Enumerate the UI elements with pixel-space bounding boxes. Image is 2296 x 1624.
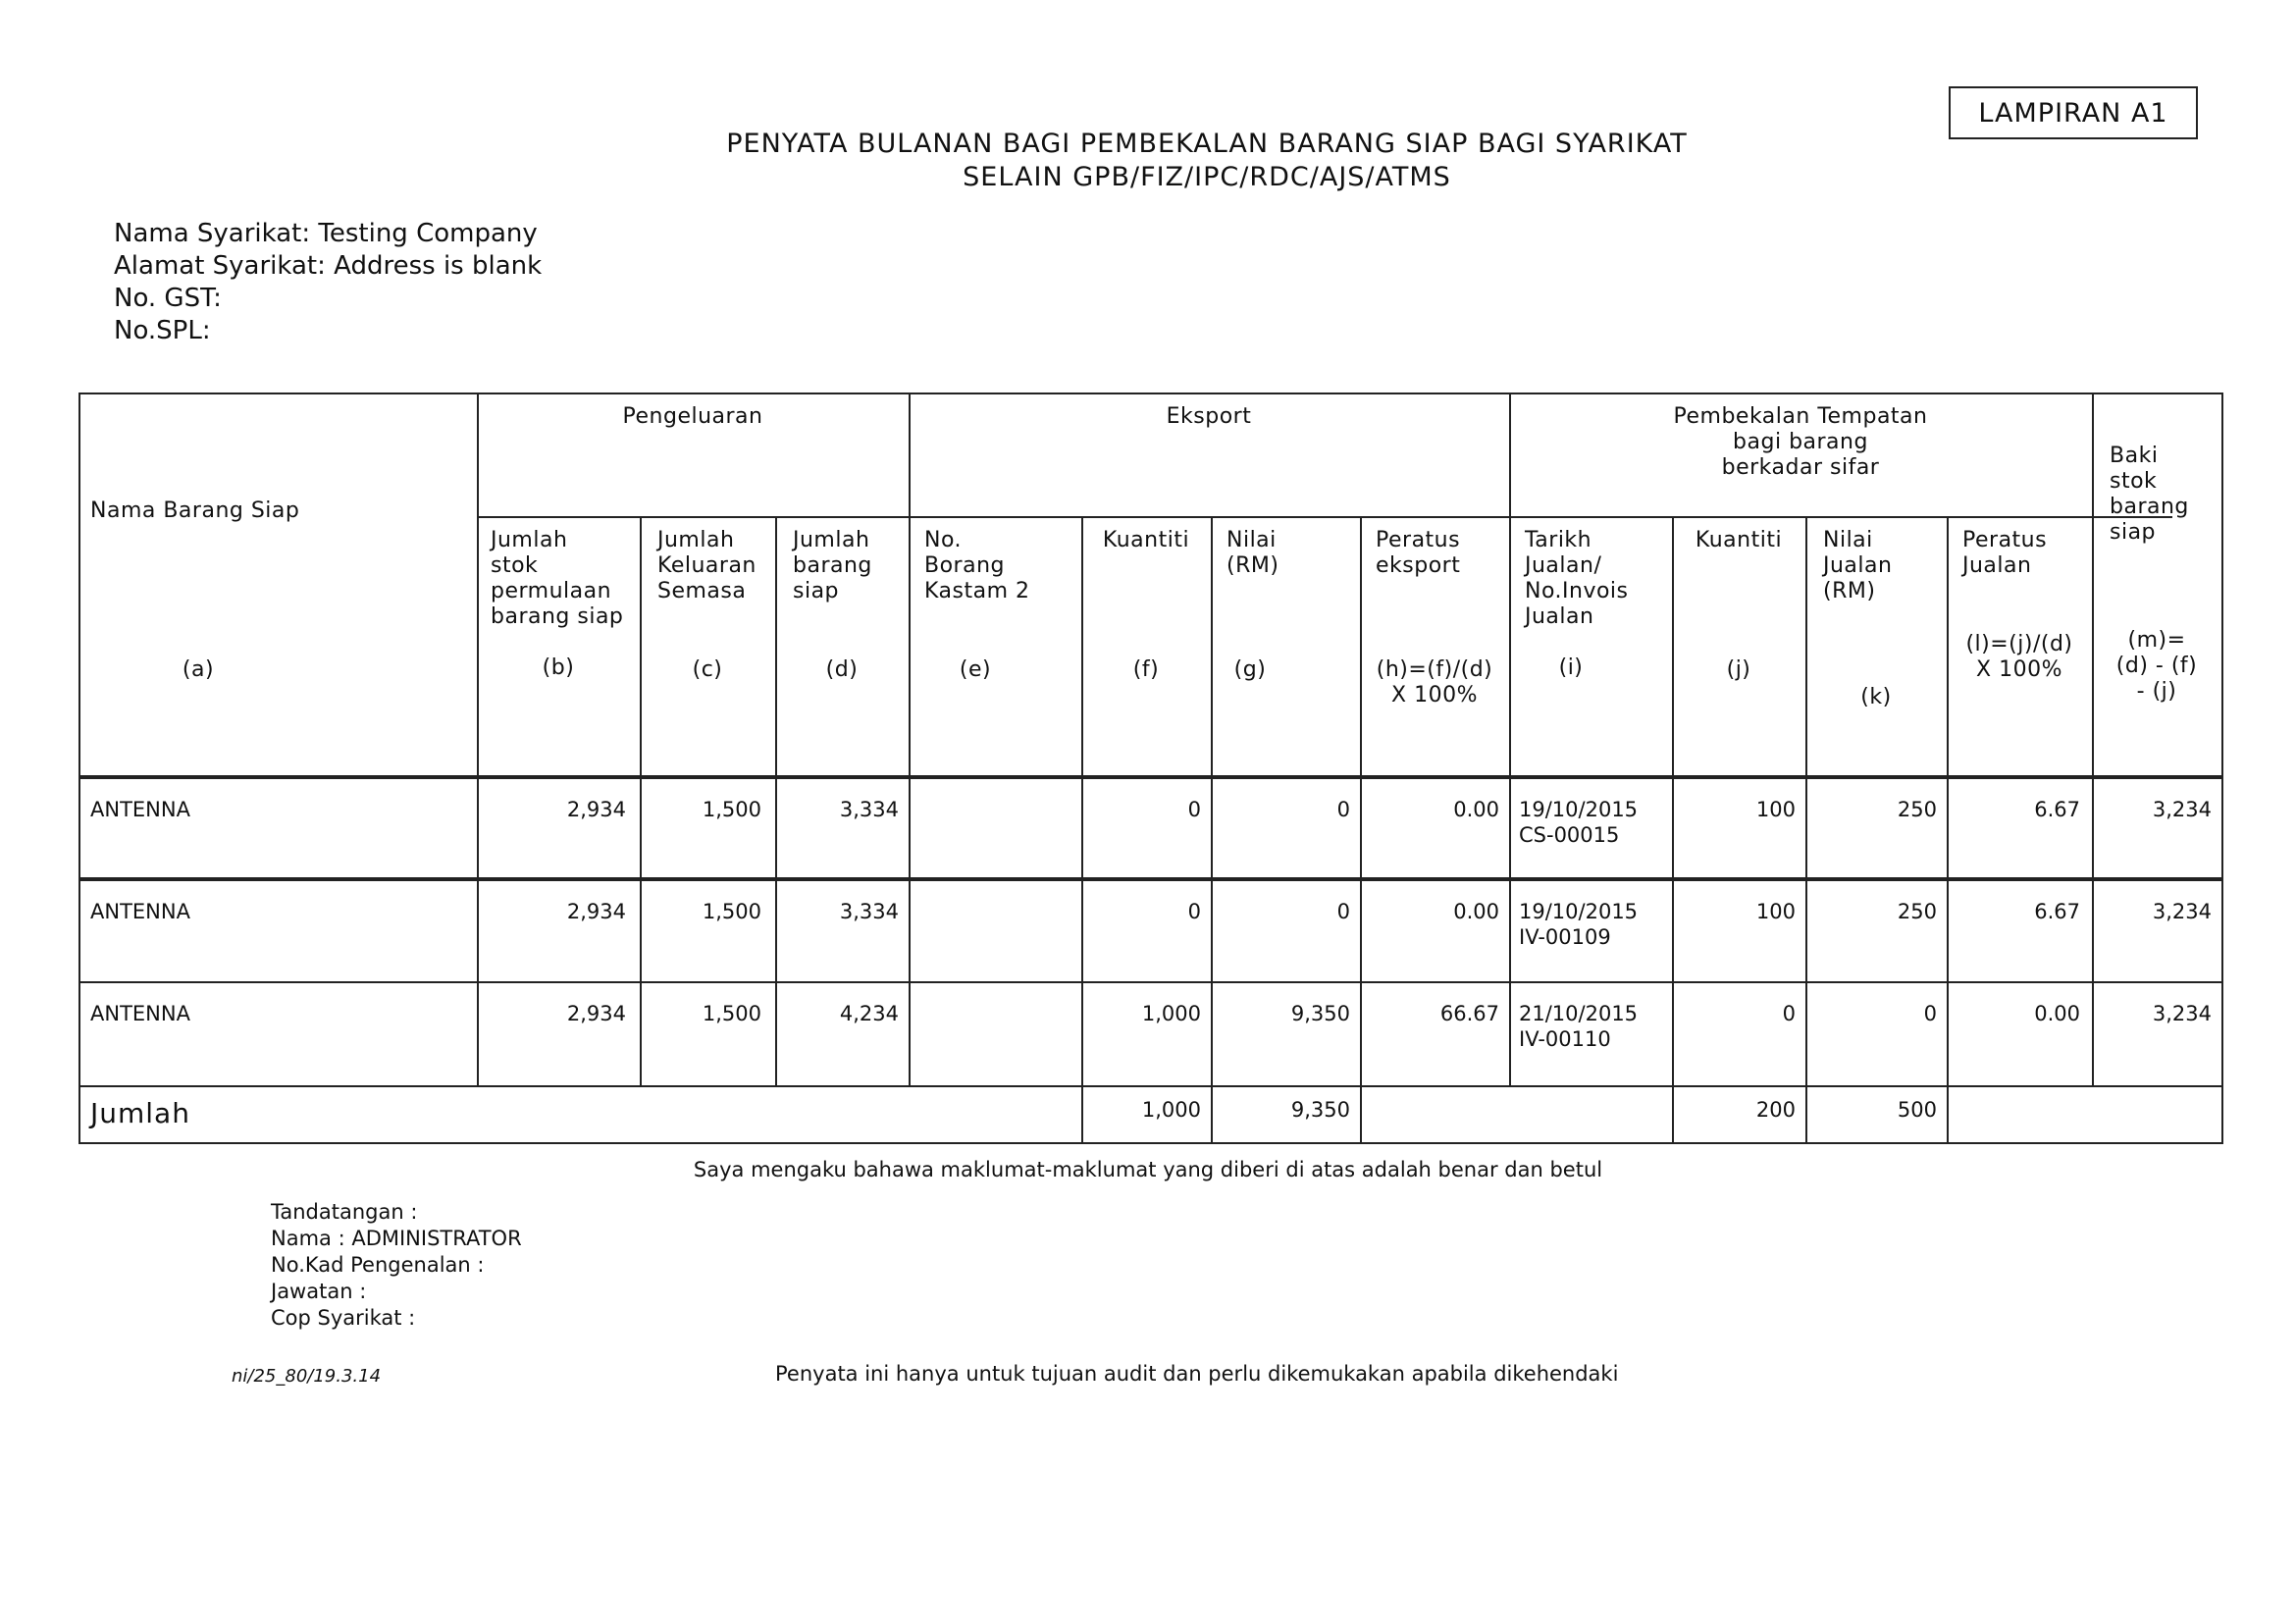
row-d: 3,334 bbox=[839, 900, 899, 923]
row-j: 100 bbox=[1755, 900, 1796, 923]
row-f: 0 bbox=[1187, 900, 1201, 923]
table-bottom-border bbox=[78, 1142, 2223, 1144]
row-m: 3,234 bbox=[2152, 1002, 2212, 1025]
form-code: ni/25_80/19.3.14 bbox=[232, 1366, 382, 1387]
col-line-e bbox=[909, 393, 911, 1085]
row-f: 0 bbox=[1187, 798, 1201, 821]
col-line-g bbox=[1211, 516, 1213, 1144]
row-h: 0.00 bbox=[1453, 798, 1499, 821]
letter-k: (k) bbox=[1860, 685, 1892, 709]
letter-a: (a) bbox=[182, 657, 215, 682]
row-c: 1,500 bbox=[702, 900, 761, 923]
signature-block bbox=[271, 1199, 522, 1332]
row-d: 4,234 bbox=[839, 1002, 899, 1025]
letter-e: (e) bbox=[959, 657, 992, 682]
title-line-2: SELAIN GPB/FIZ/IPC/RDC/AJS/ATMS bbox=[963, 162, 1451, 192]
letter-i: (i) bbox=[1558, 655, 1584, 680]
row-b: 2,934 bbox=[566, 900, 626, 923]
letter-c: (c) bbox=[692, 657, 723, 682]
row-h: 0.00 bbox=[1453, 900, 1499, 923]
col-line-left bbox=[78, 393, 80, 1144]
col-line-h bbox=[1360, 516, 1362, 1144]
row-m: 3,234 bbox=[2152, 798, 2212, 821]
company-name: Nama Syarikat: Testing Company bbox=[114, 219, 538, 248]
header-nama-barang: Nama Barang Siap bbox=[90, 498, 300, 523]
col-line-j bbox=[1672, 516, 1674, 1144]
totals-f: 1,000 bbox=[1141, 1098, 1201, 1122]
header-divider bbox=[477, 516, 2172, 518]
signature-tandatangan: Tandatangan : bbox=[271, 1200, 418, 1224]
company-spl: No.SPL: bbox=[114, 316, 211, 345]
table-top-border bbox=[78, 393, 2223, 394]
row-i: 19/10/2015 IV-00109 bbox=[1519, 900, 1639, 949]
totals-label: Jumlah bbox=[90, 1097, 190, 1129]
audit-note: Penyata ini hanya untuk tujuan audit dan perlu dikemukakan apabila dikehendaki bbox=[775, 1362, 1619, 1386]
header-j: Kuantiti bbox=[1695, 528, 1783, 552]
col-line-m bbox=[2092, 393, 2094, 1085]
header-l: Peratus Jualan bbox=[1962, 528, 2048, 578]
header-b: Jumlah stok permulaan barang siap bbox=[491, 528, 624, 629]
header-f: Kuantiti bbox=[1102, 528, 1190, 552]
company-address: Alamat Syarikat: Address is blank bbox=[114, 251, 543, 281]
row-c: 1,500 bbox=[702, 1002, 761, 1025]
header-e: No. Borang Kastam 2 bbox=[924, 528, 1030, 603]
header-pengeluaran: Pengeluaran bbox=[622, 404, 763, 429]
header-k: Nilai Jualan (RM) bbox=[1823, 528, 1893, 603]
row-k: 0 bbox=[1923, 1002, 1937, 1025]
row-g: 0 bbox=[1336, 900, 1350, 923]
letter-f: (f) bbox=[1132, 657, 1160, 682]
letter-d: (d) bbox=[825, 657, 859, 682]
header-pembekalan: Pembekalan Tempatan bagi barang berkadar sifar bbox=[1673, 404, 1928, 480]
row-k: 250 bbox=[1897, 900, 1937, 923]
col-line-k bbox=[1805, 516, 1807, 1144]
row-divider-2 bbox=[78, 981, 2223, 983]
formula-l: (l)=(j)/(d) X 100% bbox=[1965, 632, 2073, 682]
header-baki: Baki stok barang siap bbox=[2110, 444, 2189, 545]
header-c: Jumlah Keluaran Semasa bbox=[657, 528, 757, 603]
formula-m: (m)= (d) - (f) - (j) bbox=[2115, 628, 2198, 704]
title-line-1: PENYATA BULANAN BAGI PEMBEKALAN BARANG SIAP BAGI SYARIKAT bbox=[726, 129, 1688, 159]
row-item-name: ANTENNA bbox=[90, 798, 190, 821]
row-i: 21/10/2015 IV-00110 bbox=[1519, 1002, 1639, 1051]
row-k: 250 bbox=[1897, 798, 1937, 821]
company-info bbox=[114, 218, 542, 347]
row-b: 2,934 bbox=[566, 798, 626, 821]
lampiran-label: LAMPIRAN A1 bbox=[1978, 97, 2168, 129]
signature-cop: Cop Syarikat : bbox=[271, 1306, 416, 1330]
letter-b: (b) bbox=[542, 655, 575, 680]
header-g: Nilai (RM) bbox=[1226, 528, 1279, 578]
formula-h: (h)=(f)/(d) X 100% bbox=[1376, 657, 1493, 707]
row-divider-1 bbox=[78, 877, 2223, 881]
col-line-l bbox=[1947, 516, 1949, 1144]
row-d: 3,334 bbox=[839, 798, 899, 821]
report-table bbox=[78, 393, 2223, 1144]
col-line-i bbox=[1509, 393, 1511, 1085]
row-f: 1,000 bbox=[1141, 1002, 1201, 1025]
letter-j: (j) bbox=[1726, 657, 1751, 682]
row-divider-3 bbox=[78, 1085, 2223, 1087]
row-j: 100 bbox=[1755, 798, 1796, 821]
row-l: 6.67 bbox=[2034, 900, 2080, 923]
col-line-right bbox=[2221, 393, 2223, 1144]
declaration-text: Saya mengaku bahawa maklumat-maklumat yang diberi di atas adalah benar dan betul bbox=[693, 1158, 1603, 1181]
header-h: Peratus eksport bbox=[1376, 528, 1461, 578]
row-l: 0.00 bbox=[2034, 1002, 2080, 1025]
letter-g: (g) bbox=[1233, 657, 1267, 682]
header-bottom-border bbox=[78, 775, 2223, 779]
row-m: 3,234 bbox=[2152, 900, 2212, 923]
row-h: 66.67 bbox=[1439, 1002, 1499, 1025]
col-line-f bbox=[1081, 516, 1083, 1144]
row-l: 6.67 bbox=[2034, 798, 2080, 821]
totals-g: 9,350 bbox=[1290, 1098, 1350, 1122]
totals-j: 200 bbox=[1755, 1098, 1796, 1122]
row-item-name: ANTENNA bbox=[90, 900, 190, 923]
header-i: Tarikh Jualan/ No.Invois Jualan bbox=[1525, 528, 1629, 629]
totals-k: 500 bbox=[1897, 1098, 1937, 1122]
row-i: 19/10/2015 CS-00015 bbox=[1519, 798, 1639, 847]
row-b: 2,934 bbox=[566, 1002, 626, 1025]
document-title bbox=[589, 128, 1825, 194]
col-line-b bbox=[477, 393, 479, 1085]
signature-kad: No.Kad Pengenalan : bbox=[271, 1253, 485, 1277]
header-d: Jumlah barang siap bbox=[793, 528, 872, 603]
company-gst: No. GST: bbox=[114, 284, 222, 313]
row-j: 0 bbox=[1782, 1002, 1796, 1025]
header-eksport: Eksport bbox=[1166, 404, 1252, 429]
signature-jawatan: Jawatan : bbox=[271, 1280, 367, 1303]
signature-nama: Nama : ADMINISTRATOR bbox=[271, 1227, 522, 1250]
row-item-name: ANTENNA bbox=[90, 1002, 190, 1025]
row-g: 0 bbox=[1336, 798, 1350, 821]
row-g: 9,350 bbox=[1290, 1002, 1350, 1025]
lampiran-box bbox=[1949, 86, 2198, 139]
row-c: 1,500 bbox=[702, 798, 761, 821]
